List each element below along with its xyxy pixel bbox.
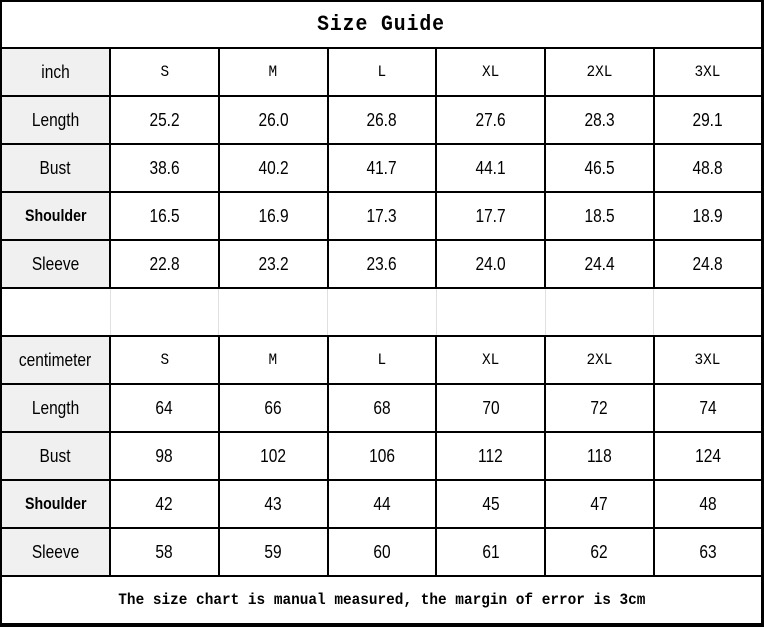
size-value: 27.6 — [475, 109, 506, 130]
size-value-cell — [545, 144, 654, 192]
size-value: 112 — [478, 445, 503, 466]
separator-cell — [219, 288, 328, 336]
row-label-text: Bust — [40, 445, 71, 466]
table-row — [1, 240, 763, 288]
unit-header-inch — [1, 48, 110, 96]
size-value-cell — [436, 432, 545, 480]
footnote-row — [1, 576, 763, 625]
size-value: 45 — [482, 493, 500, 514]
size-value: 41.7 — [366, 157, 397, 178]
separator-cell — [110, 288, 219, 336]
separator-cell — [545, 288, 654, 336]
unit-label: centimeter — [19, 349, 92, 370]
size-label: 3XL — [694, 351, 721, 369]
footnote-cell — [1, 576, 763, 625]
size-value: 63 — [699, 541, 717, 562]
size-value: 46.5 — [584, 157, 615, 178]
size-value-cell — [436, 480, 545, 528]
size-value: 48 — [699, 493, 717, 514]
size-header-cell — [110, 48, 219, 96]
size-value: 61 — [482, 541, 500, 562]
size-value-cell — [436, 528, 545, 576]
size-label: 2XL — [586, 63, 613, 81]
size-value-cell — [436, 96, 545, 144]
size-header-cell — [545, 336, 654, 384]
size-value: 28.3 — [584, 109, 615, 130]
size-value: 47 — [590, 493, 608, 514]
size-value: 44 — [373, 493, 391, 514]
footnote: The size chart is manual measured, the margin of error is 3cm — [117, 591, 646, 609]
row-label-text: Bust — [40, 157, 71, 178]
size-value-cell — [328, 432, 437, 480]
title-row — [1, 1, 763, 48]
size-value: 17.7 — [475, 205, 506, 226]
row-label-text: Shoulder — [24, 494, 87, 513]
size-value-cell — [545, 528, 654, 576]
table-row — [1, 528, 763, 576]
size-value: 124 — [694, 445, 721, 466]
size-value-cell — [328, 192, 437, 240]
size-value-cell — [328, 480, 437, 528]
size-value: 29.1 — [692, 109, 723, 130]
size-value: 26.8 — [366, 109, 397, 130]
page-title: Size Guide — [317, 12, 446, 37]
size-header-cell — [328, 48, 437, 96]
row-label-text: Sleeve — [31, 253, 80, 274]
size-header-cell — [328, 336, 437, 384]
table-row — [1, 432, 763, 480]
size-label: XL — [481, 63, 500, 81]
size-label: L — [377, 63, 387, 81]
size-value: 58 — [155, 541, 173, 562]
size-value: 43 — [264, 493, 282, 514]
size-value-cell — [654, 432, 763, 480]
size-value-cell — [654, 384, 763, 432]
size-label: M — [268, 351, 278, 369]
size-value-cell — [654, 240, 763, 288]
size-value-cell — [328, 240, 437, 288]
size-value-cell — [219, 432, 328, 480]
size-value-cell — [654, 192, 763, 240]
size-value-cell — [110, 240, 219, 288]
table-row — [1, 480, 763, 528]
row-label-text: Length — [31, 397, 80, 418]
separator-cell — [436, 288, 545, 336]
size-value-cell — [545, 432, 654, 480]
row-label — [1, 240, 110, 288]
size-value-cell — [654, 480, 763, 528]
separator-cell — [328, 288, 437, 336]
size-value-cell — [436, 192, 545, 240]
separator-cell — [1, 288, 110, 336]
size-label: XL — [481, 351, 500, 369]
size-label: 2XL — [586, 351, 613, 369]
separator-cell — [654, 288, 763, 336]
unit-header-centimeter — [1, 336, 110, 384]
size-header-cell — [219, 336, 328, 384]
unit-label: inch — [41, 61, 70, 82]
size-value: 17.3 — [366, 205, 397, 226]
size-value-cell — [328, 528, 437, 576]
size-value: 16.5 — [149, 205, 180, 226]
size-value: 18.5 — [584, 205, 615, 226]
size-value-cell — [545, 240, 654, 288]
size-value-cell — [545, 384, 654, 432]
size-value-cell — [110, 480, 219, 528]
size-value-cell — [328, 96, 437, 144]
size-value-cell — [654, 528, 763, 576]
size-value: 68 — [373, 397, 391, 418]
row-label-text: Shoulder — [24, 206, 87, 225]
size-header-cell — [219, 48, 328, 96]
size-value: 64 — [155, 397, 173, 418]
size-value-cell — [436, 384, 545, 432]
size-value: 25.2 — [149, 109, 180, 130]
size-value-cell — [328, 384, 437, 432]
size-value: 118 — [587, 445, 612, 466]
table-row — [1, 384, 763, 432]
size-header-cell — [654, 336, 763, 384]
size-label: M — [268, 63, 278, 81]
table-row — [1, 192, 763, 240]
size-value-cell — [545, 192, 654, 240]
size-value: 62 — [590, 541, 608, 562]
size-value-cell — [436, 240, 545, 288]
size-value-cell — [219, 192, 328, 240]
size-value-cell — [654, 144, 763, 192]
size-value-cell — [110, 192, 219, 240]
size-label: S — [160, 63, 169, 81]
size-value: 106 — [368, 445, 395, 466]
size-value: 102 — [260, 445, 287, 466]
size-value-cell — [219, 96, 328, 144]
size-value: 44.1 — [475, 157, 506, 178]
size-value: 66 — [264, 397, 282, 418]
size-value: 24.8 — [692, 253, 723, 274]
size-header-cell — [436, 336, 545, 384]
row-label — [1, 192, 110, 240]
size-value: 98 — [155, 445, 173, 466]
size-label: L — [377, 351, 387, 369]
size-value: 23.2 — [258, 253, 289, 274]
table-row — [1, 96, 763, 144]
size-value-cell — [110, 432, 219, 480]
size-value-cell — [110, 144, 219, 192]
size-value: 38.6 — [149, 157, 180, 178]
size-value: 59 — [264, 541, 282, 562]
size-value: 23.6 — [366, 253, 397, 274]
size-value-cell — [219, 240, 328, 288]
size-value: 22.8 — [149, 253, 180, 274]
size-value: 16.9 — [258, 205, 289, 226]
row-label — [1, 432, 110, 480]
size-value: 24.4 — [584, 253, 615, 274]
size-header-cell — [110, 336, 219, 384]
size-value-cell — [219, 384, 328, 432]
row-label — [1, 96, 110, 144]
size-label: S — [160, 351, 169, 369]
size-value: 48.8 — [692, 157, 723, 178]
row-label-text: Sleeve — [31, 541, 80, 562]
size-label: 3XL — [694, 63, 721, 81]
size-value: 18.9 — [692, 205, 723, 226]
size-value-cell — [654, 96, 763, 144]
size-value: 74 — [699, 397, 717, 418]
table-row — [1, 144, 763, 192]
size-header-cell — [436, 48, 545, 96]
size-value-cell — [219, 480, 328, 528]
separator-row — [1, 288, 763, 336]
title-cell — [1, 1, 763, 48]
size-value: 70 — [482, 397, 500, 418]
size-value: 60 — [373, 541, 391, 562]
size-value-cell — [110, 96, 219, 144]
size-value: 40.2 — [258, 157, 289, 178]
size-header-cell — [654, 48, 763, 96]
row-label-text: Length — [31, 109, 80, 130]
row-label — [1, 144, 110, 192]
row-label — [1, 480, 110, 528]
inch-header-row — [1, 48, 763, 96]
size-value: 42 — [155, 493, 173, 514]
size-header-cell — [545, 48, 654, 96]
size-value-cell — [219, 528, 328, 576]
size-value-cell — [219, 144, 328, 192]
size-value: 24.0 — [475, 253, 506, 274]
size-value: 72 — [590, 397, 608, 418]
size-value-cell — [436, 144, 545, 192]
size-value: 26.0 — [258, 109, 289, 130]
size-value-cell — [328, 144, 437, 192]
row-label — [1, 528, 110, 576]
size-value-cell — [545, 480, 654, 528]
size-value-cell — [545, 96, 654, 144]
size-value-cell — [110, 528, 219, 576]
centimeter-header-row — [1, 336, 763, 384]
row-label — [1, 384, 110, 432]
size-value-cell — [110, 384, 219, 432]
